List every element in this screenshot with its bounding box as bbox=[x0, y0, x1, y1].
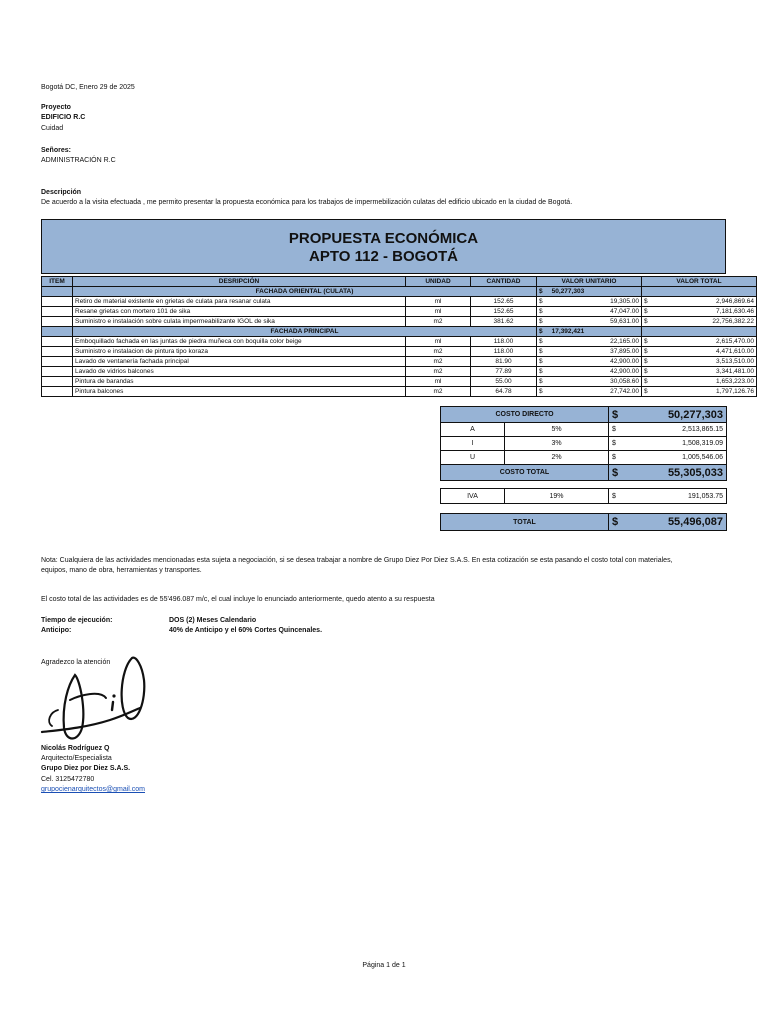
quantity-cell: 152.65 bbox=[471, 307, 537, 317]
item-cell bbox=[42, 387, 73, 397]
description-label: Descripción bbox=[41, 189, 82, 196]
unit-price-cell: $ 22,165.00 bbox=[537, 337, 642, 347]
description-cell: Resane grietas con mortero 101 de sika bbox=[73, 307, 406, 317]
advance-label: Anticipo: bbox=[41, 627, 72, 634]
grand-total-value: $ 55,496,087 bbox=[609, 514, 727, 531]
proposal-title: PROPUESTA ECONÓMICA bbox=[288, 230, 479, 247]
unit-cell: ml bbox=[406, 297, 471, 307]
section-empty-cell bbox=[642, 327, 757, 337]
signer-email-link[interactable]: grupocienarquitectos@gmail.com bbox=[41, 786, 145, 793]
unit-price-cell: $ 59,631.00 bbox=[537, 317, 642, 327]
section-empty-cell bbox=[42, 327, 73, 337]
description-cell: Lavado de vidrios balcones bbox=[73, 367, 406, 377]
signer-phone: Cel. 3125472780 bbox=[41, 776, 95, 783]
recipient-label: Señores: bbox=[41, 147, 71, 154]
item-cell bbox=[42, 367, 73, 377]
quantity-cell: 81.90 bbox=[471, 357, 537, 367]
summary-table bbox=[440, 406, 727, 481]
section-empty-cell bbox=[42, 287, 73, 297]
description-cell: Pintura de barandas bbox=[73, 377, 406, 387]
total-cell: $ 4,471,610.00 bbox=[642, 347, 757, 357]
table-row bbox=[42, 387, 757, 397]
a-value: $ 2,513,865.15 bbox=[609, 423, 727, 437]
unit-price-cell: $ 19,305.00 bbox=[537, 297, 642, 307]
item-cell bbox=[42, 297, 73, 307]
items-table bbox=[41, 276, 757, 397]
unit-price-cell: $ 42,900.00 bbox=[537, 367, 642, 377]
recipient-name: ADMINISTRACIÓN R.C bbox=[41, 157, 116, 164]
section-subtotal: $ 50,277,303 bbox=[537, 287, 642, 297]
item-cell bbox=[42, 357, 73, 367]
page-number: Página 1 de 1 bbox=[362, 962, 406, 969]
table-row bbox=[42, 377, 757, 387]
description-cell: Pintura balcones bbox=[73, 387, 406, 397]
u-label: U bbox=[441, 451, 505, 465]
total-cell: $ 22,756,382.22 bbox=[642, 317, 757, 327]
project-name: EDIFICIO R.C bbox=[41, 114, 86, 121]
signer-name: Nicolás Rodríguez Q bbox=[41, 745, 110, 752]
i-percent: 3% bbox=[505, 437, 609, 451]
column-header: VALOR UNITARIO bbox=[537, 277, 642, 287]
section-empty-cell bbox=[642, 287, 757, 297]
direct-cost-value: $ 50,277,303 bbox=[609, 407, 727, 423]
table-row bbox=[42, 367, 757, 377]
total-cost-value: $ 55,305,033 bbox=[609, 465, 727, 481]
description-cell: Lavado de ventanería fachada principal bbox=[73, 357, 406, 367]
a-label: A bbox=[441, 423, 505, 437]
proposal-subtitle: APTO 112 - BOGOTÁ bbox=[309, 248, 458, 265]
section-name: FACHADA ORIENTAL (CULATA) bbox=[73, 287, 537, 297]
table-row bbox=[42, 317, 757, 327]
column-header: VALOR TOTAL bbox=[642, 277, 757, 287]
quantity-cell: 152.65 bbox=[471, 297, 537, 307]
unit-price-cell: $ 47,047.00 bbox=[537, 307, 642, 317]
table-row bbox=[42, 307, 757, 317]
total-cost-row bbox=[441, 465, 727, 481]
item-cell bbox=[42, 347, 73, 357]
quantity-cell: 77.89 bbox=[471, 367, 537, 377]
total-cell: $ 2,946,869.64 bbox=[642, 297, 757, 307]
iva-label: IVA bbox=[441, 489, 505, 504]
total-cell: $ 1,797,126.76 bbox=[642, 387, 757, 397]
unit-cell: m2 bbox=[406, 357, 471, 367]
unit-price-cell: $ 37,895.00 bbox=[537, 347, 642, 357]
unit-cell: m2 bbox=[406, 317, 471, 327]
u-percent: 2% bbox=[505, 451, 609, 465]
column-header: ITEM bbox=[42, 277, 73, 287]
iva-percent: 19% bbox=[505, 489, 609, 504]
quantity-cell: 118.00 bbox=[471, 347, 537, 357]
signer-role: Arquitecto/Especialista bbox=[41, 755, 112, 762]
note-text: Nota: Cualquiera de las actividades mencionadas esta sujeta a negociación, si se desea trabajar a nombre de Grupo Diez Por Diez S.A.S. En esta cotización se esta pasando el costo total con materiales, bbox=[41, 557, 673, 564]
table-row bbox=[42, 347, 757, 357]
note-text-2: equipos, mano de obra, herramientas y transportes. bbox=[41, 567, 202, 574]
unit-cell: ml bbox=[406, 377, 471, 387]
grand-total-label: TOTAL bbox=[441, 514, 609, 531]
unit-price-cell: $ 42,900.00 bbox=[537, 357, 642, 367]
unit-price-cell: $ 27,742.00 bbox=[537, 387, 642, 397]
column-header: DESRIPCIÓN bbox=[73, 277, 406, 287]
total-cell: $ 3,341,481.00 bbox=[642, 367, 757, 377]
iva-table bbox=[440, 488, 727, 504]
column-header-row bbox=[42, 277, 757, 287]
direct-cost-row bbox=[441, 407, 727, 423]
quantity-cell: 64.78 bbox=[471, 387, 537, 397]
description-cell: Retiro de material existente en grietas de culata para resanar culata bbox=[73, 297, 406, 307]
iva-value: $ 191,053.75 bbox=[609, 489, 727, 504]
description-text: De acuerdo a la visita efectuada , me permito presentar la propuesta económica para los trabajos de impermebilización culatas del edificio ubicado en la ciudad de Bogotá. bbox=[41, 199, 573, 206]
project-city: Cuidad bbox=[41, 125, 64, 132]
section-name: FACHADA PRINCIPAL bbox=[73, 327, 537, 337]
u-value: $ 1,005,546.06 bbox=[609, 451, 727, 465]
date: Bogotá DC, Enero 29 de 2025 bbox=[41, 84, 135, 91]
a-percent: 5% bbox=[505, 423, 609, 437]
column-header: CANTIDAD bbox=[471, 277, 537, 287]
quantity-cell: 118.00 bbox=[471, 337, 537, 347]
unit-price-cell: $ 30,058.60 bbox=[537, 377, 642, 387]
execution-time-label: Tiempo de ejecución: bbox=[41, 617, 113, 624]
handwritten-signature bbox=[40, 650, 160, 750]
direct-cost-label: COSTO DIRECTO bbox=[441, 407, 609, 423]
i-label: I bbox=[441, 437, 505, 451]
execution-time-value: DOS (2) Meses Calendario bbox=[169, 617, 257, 624]
item-cell bbox=[42, 317, 73, 327]
project-label: Proyecto bbox=[41, 104, 71, 111]
a-row bbox=[441, 423, 727, 437]
total-cell: $ 2,615,470.00 bbox=[642, 337, 757, 347]
unit-cell: m2 bbox=[406, 387, 471, 397]
currency-symbol: $ bbox=[612, 408, 619, 421]
total-statement: El costo total de las actividades es de 55'496.087 m/c, el cual incluye lo enunciado anteriormente, quedo atento a su respuesta bbox=[41, 596, 435, 603]
advance-value: 40% de Anticipo y el 60% Cortes Quincenales. bbox=[169, 627, 323, 634]
table-row bbox=[42, 297, 757, 307]
section-header-row bbox=[42, 327, 757, 337]
table-row bbox=[42, 357, 757, 367]
table-row bbox=[42, 337, 757, 347]
signer-company: Grupo Diez por Diez S.A.S. bbox=[41, 765, 131, 772]
u-row bbox=[441, 451, 727, 465]
proposal-title-band bbox=[41, 219, 726, 274]
unit-cell: ml bbox=[406, 337, 471, 347]
quantity-cell: 55.00 bbox=[471, 377, 537, 387]
section-header-row bbox=[42, 287, 757, 297]
item-cell bbox=[42, 377, 73, 387]
total-cell: $ 7,181,630.46 bbox=[642, 307, 757, 317]
total-cell: $ 1,653,223.00 bbox=[642, 377, 757, 387]
grand-total-row bbox=[441, 514, 727, 531]
unit-cell: m2 bbox=[406, 367, 471, 377]
section-subtotal: $ 17,392,421 bbox=[537, 327, 642, 337]
i-value: $ 1,508,319.09 bbox=[609, 437, 727, 451]
description-cell: Emboquillado fachada en las juntas de piedra muñeca con boquilla color beige bbox=[73, 337, 406, 347]
column-header: UNIDAD bbox=[406, 277, 471, 287]
i-row bbox=[441, 437, 727, 451]
total-cost-label: COSTO TOTAL bbox=[441, 465, 609, 481]
description-cell: Suministro e instalacion de pintura tipo koraza bbox=[73, 347, 406, 357]
quantity-cell: 381.62 bbox=[471, 317, 537, 327]
description-cell: Suministro e instalación sobre culata impermeabilizante IGOL de sika bbox=[73, 317, 406, 327]
iva-row bbox=[441, 489, 727, 504]
item-cell bbox=[42, 337, 73, 347]
total-cell: $ 3,513,510.00 bbox=[642, 357, 757, 367]
grand-total-table bbox=[440, 513, 727, 531]
item-cell bbox=[42, 307, 73, 317]
thanks-text: Agradezco la atención bbox=[41, 659, 111, 666]
unit-cell: ml bbox=[406, 307, 471, 317]
unit-cell: m2 bbox=[406, 347, 471, 357]
